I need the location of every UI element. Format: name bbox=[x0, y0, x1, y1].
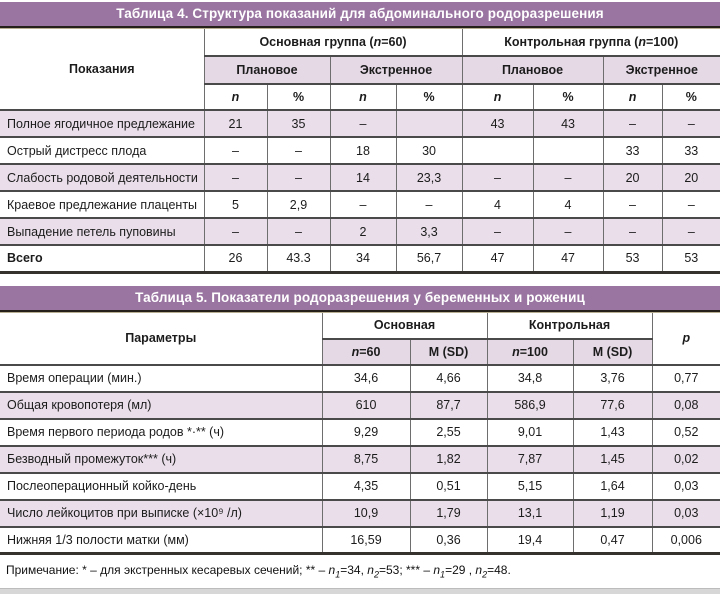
table5-cell: 0,47 bbox=[573, 527, 652, 554]
table5-header-p: p bbox=[652, 313, 720, 365]
table5-header-msd-control: M (SD) bbox=[573, 339, 652, 365]
table4-unit-pct-4: % bbox=[662, 84, 720, 110]
table5-cell: 3,76 bbox=[573, 365, 652, 392]
table5-row-label: Послеоперационный койко-день bbox=[0, 473, 322, 500]
footnote-part: =48. bbox=[487, 563, 511, 577]
main-group-post: =60) bbox=[381, 35, 407, 49]
table4-cell: 33 bbox=[603, 137, 662, 164]
table4-title: Таблица 4. Структура показаний для абдоминального родоразрешения bbox=[116, 6, 604, 21]
table5-cell: 34,6 bbox=[322, 365, 410, 392]
table5-cell: 13,1 bbox=[487, 500, 573, 527]
table4-cell: – bbox=[396, 191, 462, 218]
table4-cell: – bbox=[662, 110, 720, 137]
table5-cell: 7,87 bbox=[487, 446, 573, 473]
table5-header-main: Основная bbox=[322, 313, 487, 339]
footnote-part: =34, bbox=[340, 563, 368, 577]
table5-cell: 0,51 bbox=[410, 473, 487, 500]
footnote-part: 1 bbox=[440, 569, 446, 580]
table5-title-bar bbox=[0, 286, 720, 310]
table4-unit-pct-1: % bbox=[267, 84, 330, 110]
footnote-part: 2 bbox=[482, 569, 488, 580]
table5-row-label: Время операции (мин.) bbox=[0, 365, 322, 392]
table4-cell: 3,3 bbox=[396, 218, 462, 245]
table4-cell: 43.3 bbox=[267, 245, 330, 272]
table4-unit-n-4: n bbox=[603, 84, 662, 110]
table4-header-main-group bbox=[204, 29, 462, 56]
table4-row bbox=[0, 110, 720, 137]
table5-row-label: Общая кровопотеря (мл) bbox=[0, 392, 322, 419]
n60-n: n bbox=[351, 344, 360, 359]
table5-row bbox=[0, 419, 720, 446]
table4-row-label: Острый дистресс плода bbox=[0, 137, 204, 164]
table5-cell: 2,55 bbox=[410, 419, 487, 446]
table4-unit-n-2: n bbox=[330, 84, 396, 110]
table4-cell: 53 bbox=[603, 245, 662, 272]
table5 bbox=[0, 313, 720, 556]
table4-cell: 2 bbox=[330, 218, 396, 245]
table5-cell: 0,08 bbox=[652, 392, 720, 419]
table4-header-indications: Показания bbox=[0, 29, 204, 110]
table4-cell: 18 bbox=[330, 137, 396, 164]
table4-cell: – bbox=[662, 191, 720, 218]
table4-cell: 26 bbox=[204, 245, 267, 272]
table4-cell bbox=[533, 137, 603, 164]
table4-row bbox=[0, 245, 720, 272]
table4-cell: – bbox=[267, 164, 330, 191]
table5-header-control: Контрольная bbox=[487, 313, 652, 339]
table4-row-label: Краевое предлежание плаценты bbox=[0, 191, 204, 218]
table4-cell: 56,7 bbox=[396, 245, 462, 272]
table4-cell: – bbox=[603, 218, 662, 245]
table5-cell: 1,45 bbox=[573, 446, 652, 473]
table4-cell: – bbox=[204, 137, 267, 164]
table5-cell: 0,77 bbox=[652, 365, 720, 392]
footnote-part: =29 , bbox=[445, 563, 476, 577]
control-group-n: n bbox=[638, 35, 646, 49]
table5-cell: 0,36 bbox=[410, 527, 487, 554]
table5-cell: 87,7 bbox=[410, 392, 487, 419]
main-group-pre: Основная группа ( bbox=[259, 35, 374, 49]
table5-cell: 1,82 bbox=[410, 446, 487, 473]
table4-cell: – bbox=[204, 218, 267, 245]
table4-cell: 20 bbox=[662, 164, 720, 191]
table5-cell: 5,15 bbox=[487, 473, 573, 500]
table4-cell: 43 bbox=[462, 110, 533, 137]
table5-cell: 610 bbox=[322, 392, 410, 419]
table4-unit-pct-2: % bbox=[396, 84, 462, 110]
table4-row bbox=[0, 137, 720, 164]
table4-cell: 14 bbox=[330, 164, 396, 191]
table4-cell: – bbox=[603, 191, 662, 218]
table5-section bbox=[0, 286, 720, 556]
table5-cell: 0,03 bbox=[652, 473, 720, 500]
table4-row bbox=[0, 164, 720, 191]
table5-row bbox=[0, 392, 720, 419]
table4-cell: 20 bbox=[603, 164, 662, 191]
table5-row-label: Число лейкоцитов при выписке (×10⁹ /л) bbox=[0, 500, 322, 527]
table4-cell: – bbox=[204, 164, 267, 191]
table4-cell: – bbox=[267, 218, 330, 245]
table4-cell: 47 bbox=[533, 245, 603, 272]
table5-row bbox=[0, 527, 720, 554]
table5-row bbox=[0, 446, 720, 473]
bottom-strip bbox=[0, 588, 720, 594]
table4-row-label: Полное ягодичное предлежание bbox=[0, 110, 204, 137]
table5-cell: 4,66 bbox=[410, 365, 487, 392]
table5-cell: 1,64 bbox=[573, 473, 652, 500]
table5-title: Таблица 5. Показатели родоразрешения у беременных и рожениц bbox=[135, 289, 585, 305]
table4-header-control-group bbox=[462, 29, 720, 56]
table4-body bbox=[0, 110, 720, 272]
footnote-part: Примечание: * – для экстренных кесаревых сечений; ** – bbox=[6, 563, 329, 577]
table4-unit-n-1: n bbox=[204, 84, 267, 110]
table5-cell: 16,59 bbox=[322, 527, 410, 554]
table4-cell: 33 bbox=[662, 137, 720, 164]
table5-row bbox=[0, 500, 720, 527]
table4-unit-n-3: n bbox=[462, 84, 533, 110]
table4-cell: – bbox=[462, 218, 533, 245]
table5-cell: 0,02 bbox=[652, 446, 720, 473]
table4-header-planned-control: Плановое bbox=[462, 56, 603, 84]
table5-cell: 1,79 bbox=[410, 500, 487, 527]
table4-cell: 4 bbox=[533, 191, 603, 218]
table5-row-label: Нижняя 1/3 полости матки (мм) bbox=[0, 527, 322, 554]
control-group-pre: Контрольная группа ( bbox=[504, 35, 639, 49]
main-group-n: n bbox=[373, 35, 382, 49]
footnote-part: n bbox=[433, 563, 441, 577]
table4-cell: 5 bbox=[204, 191, 267, 218]
footnote-part: 2 bbox=[373, 569, 379, 580]
table4-cell: 2,9 bbox=[267, 191, 330, 218]
footnote-part: n bbox=[475, 563, 483, 577]
table4-row-label: Всего bbox=[0, 245, 204, 272]
table4-cell: 35 bbox=[267, 110, 330, 137]
table4-cell bbox=[396, 110, 462, 137]
table5-cell: 8,75 bbox=[322, 446, 410, 473]
table4-cell: – bbox=[267, 137, 330, 164]
table4-cell: – bbox=[533, 164, 603, 191]
table5-cell: 1,43 bbox=[573, 419, 652, 446]
table5-cell: 34,8 bbox=[487, 365, 573, 392]
table4-row-label: Выпадение петель пуповины bbox=[0, 218, 204, 245]
footnote-part: n bbox=[367, 563, 374, 577]
table4-cell bbox=[462, 137, 533, 164]
table4-cell: – bbox=[603, 110, 662, 137]
table4-cell: – bbox=[662, 218, 720, 245]
table4-cell: 43 bbox=[533, 110, 603, 137]
table4-cell: 30 bbox=[396, 137, 462, 164]
table4-row-label: Слабость родовой деятельности bbox=[0, 164, 204, 191]
table4-cell: – bbox=[330, 191, 396, 218]
table4-cell: 21 bbox=[204, 110, 267, 137]
table4-cell: 4 bbox=[462, 191, 533, 218]
table5-cell: 0,03 bbox=[652, 500, 720, 527]
table4-header-planned-main: Плановое bbox=[204, 56, 330, 84]
footnote-part: =53; *** – bbox=[378, 563, 434, 577]
table4-header-emergency-main: Экстренное bbox=[330, 56, 462, 84]
table5-row bbox=[0, 365, 720, 392]
tables-gap bbox=[0, 274, 720, 286]
table4-row bbox=[0, 218, 720, 245]
table4-cell: 23,3 bbox=[396, 164, 462, 191]
table4-cell: 47 bbox=[462, 245, 533, 272]
table4-section bbox=[0, 2, 720, 274]
table5-cell: 19,4 bbox=[487, 527, 573, 554]
table5-header-msd-main: M (SD) bbox=[410, 339, 487, 365]
footnote-part: 1 bbox=[335, 569, 341, 580]
table5-cell: 1,19 bbox=[573, 500, 652, 527]
table5-header-n100 bbox=[487, 339, 573, 365]
table5-row-label: Безводный промежуток*** (ч) bbox=[0, 446, 322, 473]
table5-cell: 586,9 bbox=[487, 392, 573, 419]
table4-row bbox=[0, 191, 720, 218]
table5-body bbox=[0, 365, 720, 554]
n100-n: n bbox=[512, 344, 520, 359]
table4 bbox=[0, 29, 720, 274]
table5-header-params: Параметры bbox=[0, 313, 322, 365]
table5-cell: 4,35 bbox=[322, 473, 410, 500]
table5-cell: 9,29 bbox=[322, 419, 410, 446]
table4-cell: – bbox=[533, 218, 603, 245]
table4-unit-pct-3: % bbox=[533, 84, 603, 110]
control-group-post: =100) bbox=[646, 35, 679, 49]
table4-header-emergency-control: Экстренное bbox=[603, 56, 720, 84]
footnote bbox=[0, 555, 720, 579]
table5-cell: 77,6 bbox=[573, 392, 652, 419]
table5-row bbox=[0, 473, 720, 500]
table5-row-label: Время первого периода родов *·** (ч) bbox=[0, 419, 322, 446]
table5-cell: 10,9 bbox=[322, 500, 410, 527]
table5-cell: 0,52 bbox=[652, 419, 720, 446]
table4-title-bar bbox=[0, 2, 720, 26]
table4-cell: – bbox=[330, 110, 396, 137]
table4-cell: 53 bbox=[662, 245, 720, 272]
table4-cell: 34 bbox=[330, 245, 396, 272]
n60-post: =60 bbox=[359, 344, 381, 359]
table4-cell: – bbox=[462, 164, 533, 191]
table5-cell: 0,006 bbox=[652, 527, 720, 554]
table5-header-n60 bbox=[322, 339, 410, 365]
table5-cell: 9,01 bbox=[487, 419, 573, 446]
footnote-part: n bbox=[328, 563, 336, 577]
n100-post: =100 bbox=[519, 344, 548, 359]
